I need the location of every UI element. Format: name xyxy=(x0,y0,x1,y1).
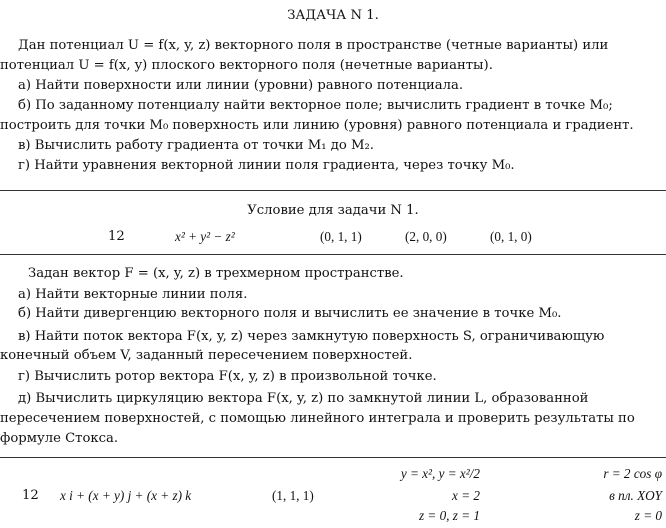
task2-item-c-2: конечный объем V, заданный пересечением поверхностей. xyxy=(0,348,413,363)
task2-item-e-2: пересечением поверхностей, с помощью линейного интеграла и проверить результаты по xyxy=(0,411,635,426)
intro-line-1: Дан потенциал U = f(x, y, z) векторного поля в пространстве (четные варианты) или xyxy=(18,38,609,53)
variant-number-2: 12 xyxy=(22,488,39,503)
contour-l-1: r = 2 cos φ xyxy=(603,466,662,481)
task2-item-b: б) Найти дивергенцию векторного поля и вычислить ее значение в точке M₀. xyxy=(18,306,562,321)
task2-item-e-3: формуле Стокса. xyxy=(0,431,119,446)
divider xyxy=(0,457,666,458)
point-m0: (0, 1, 1) xyxy=(320,229,362,244)
intro-item-a: а) Найти поверхности или линии (уровни) равного потенциала. xyxy=(18,78,464,93)
point-m0-2: (1, 1, 1) xyxy=(272,488,314,503)
divider xyxy=(0,190,666,191)
task2-item-a: а) Найти векторные линии поля. xyxy=(18,287,248,302)
intro-item-b-1: б) По заданному потенциалу найти векторное поле; вычислить градиент в точке M₀; xyxy=(18,98,613,113)
page-title: ЗАДАЧА N 1. xyxy=(287,8,379,23)
task2-item-e-1: д) Вычислить циркуляцию вектора F(x, y, z) по замкнутой линии L, образованной xyxy=(18,391,589,406)
intro-item-d: г) Найти уравнения векторной линии поля градиента, через точку M₀. xyxy=(18,158,515,173)
condition-heading: Условие для задачи N 1. xyxy=(247,203,419,218)
task2-line-1: Задан вектор F = (x, y, z) в трехмерном пространстве. xyxy=(28,266,404,281)
contour-l-3: z = 0 xyxy=(634,508,662,523)
surface-v-1: y = x², y = x²/2 xyxy=(400,466,480,481)
variant-number: 12 xyxy=(108,229,125,244)
task2-item-d: г) Вычислить ротор вектора F(x, y, z) в произвольной точке. xyxy=(18,369,437,384)
point-m1: (2, 0, 0) xyxy=(405,229,447,244)
surface-v-3: z = 0, z = 1 xyxy=(418,508,480,523)
vector-field-formula: x i + (x + y) j + (x + z) k xyxy=(60,488,192,503)
potential-formula: x² + y² − z² xyxy=(175,229,235,244)
intro-item-c: в) Вычислить работу градиента от точки M₁ до M₂. xyxy=(18,138,374,153)
intro-item-b-2: построить для точки M₀ поверхность или линию (уровня) равного потенциала и градиент. xyxy=(0,118,634,133)
point-m2: (0, 1, 0) xyxy=(490,229,532,244)
divider xyxy=(0,254,666,255)
contour-l-2: в пл. XOY xyxy=(609,488,662,503)
intro-line-2: потенциал U = f(x, y) плоского векторного поля (нечетные варианты). xyxy=(0,58,493,73)
task2-item-c-1: в) Найти поток вектора F(x, y, z) через замкнутую поверхность S, ограничивающую xyxy=(18,329,605,344)
surface-v-2: x = 2 xyxy=(452,488,480,503)
